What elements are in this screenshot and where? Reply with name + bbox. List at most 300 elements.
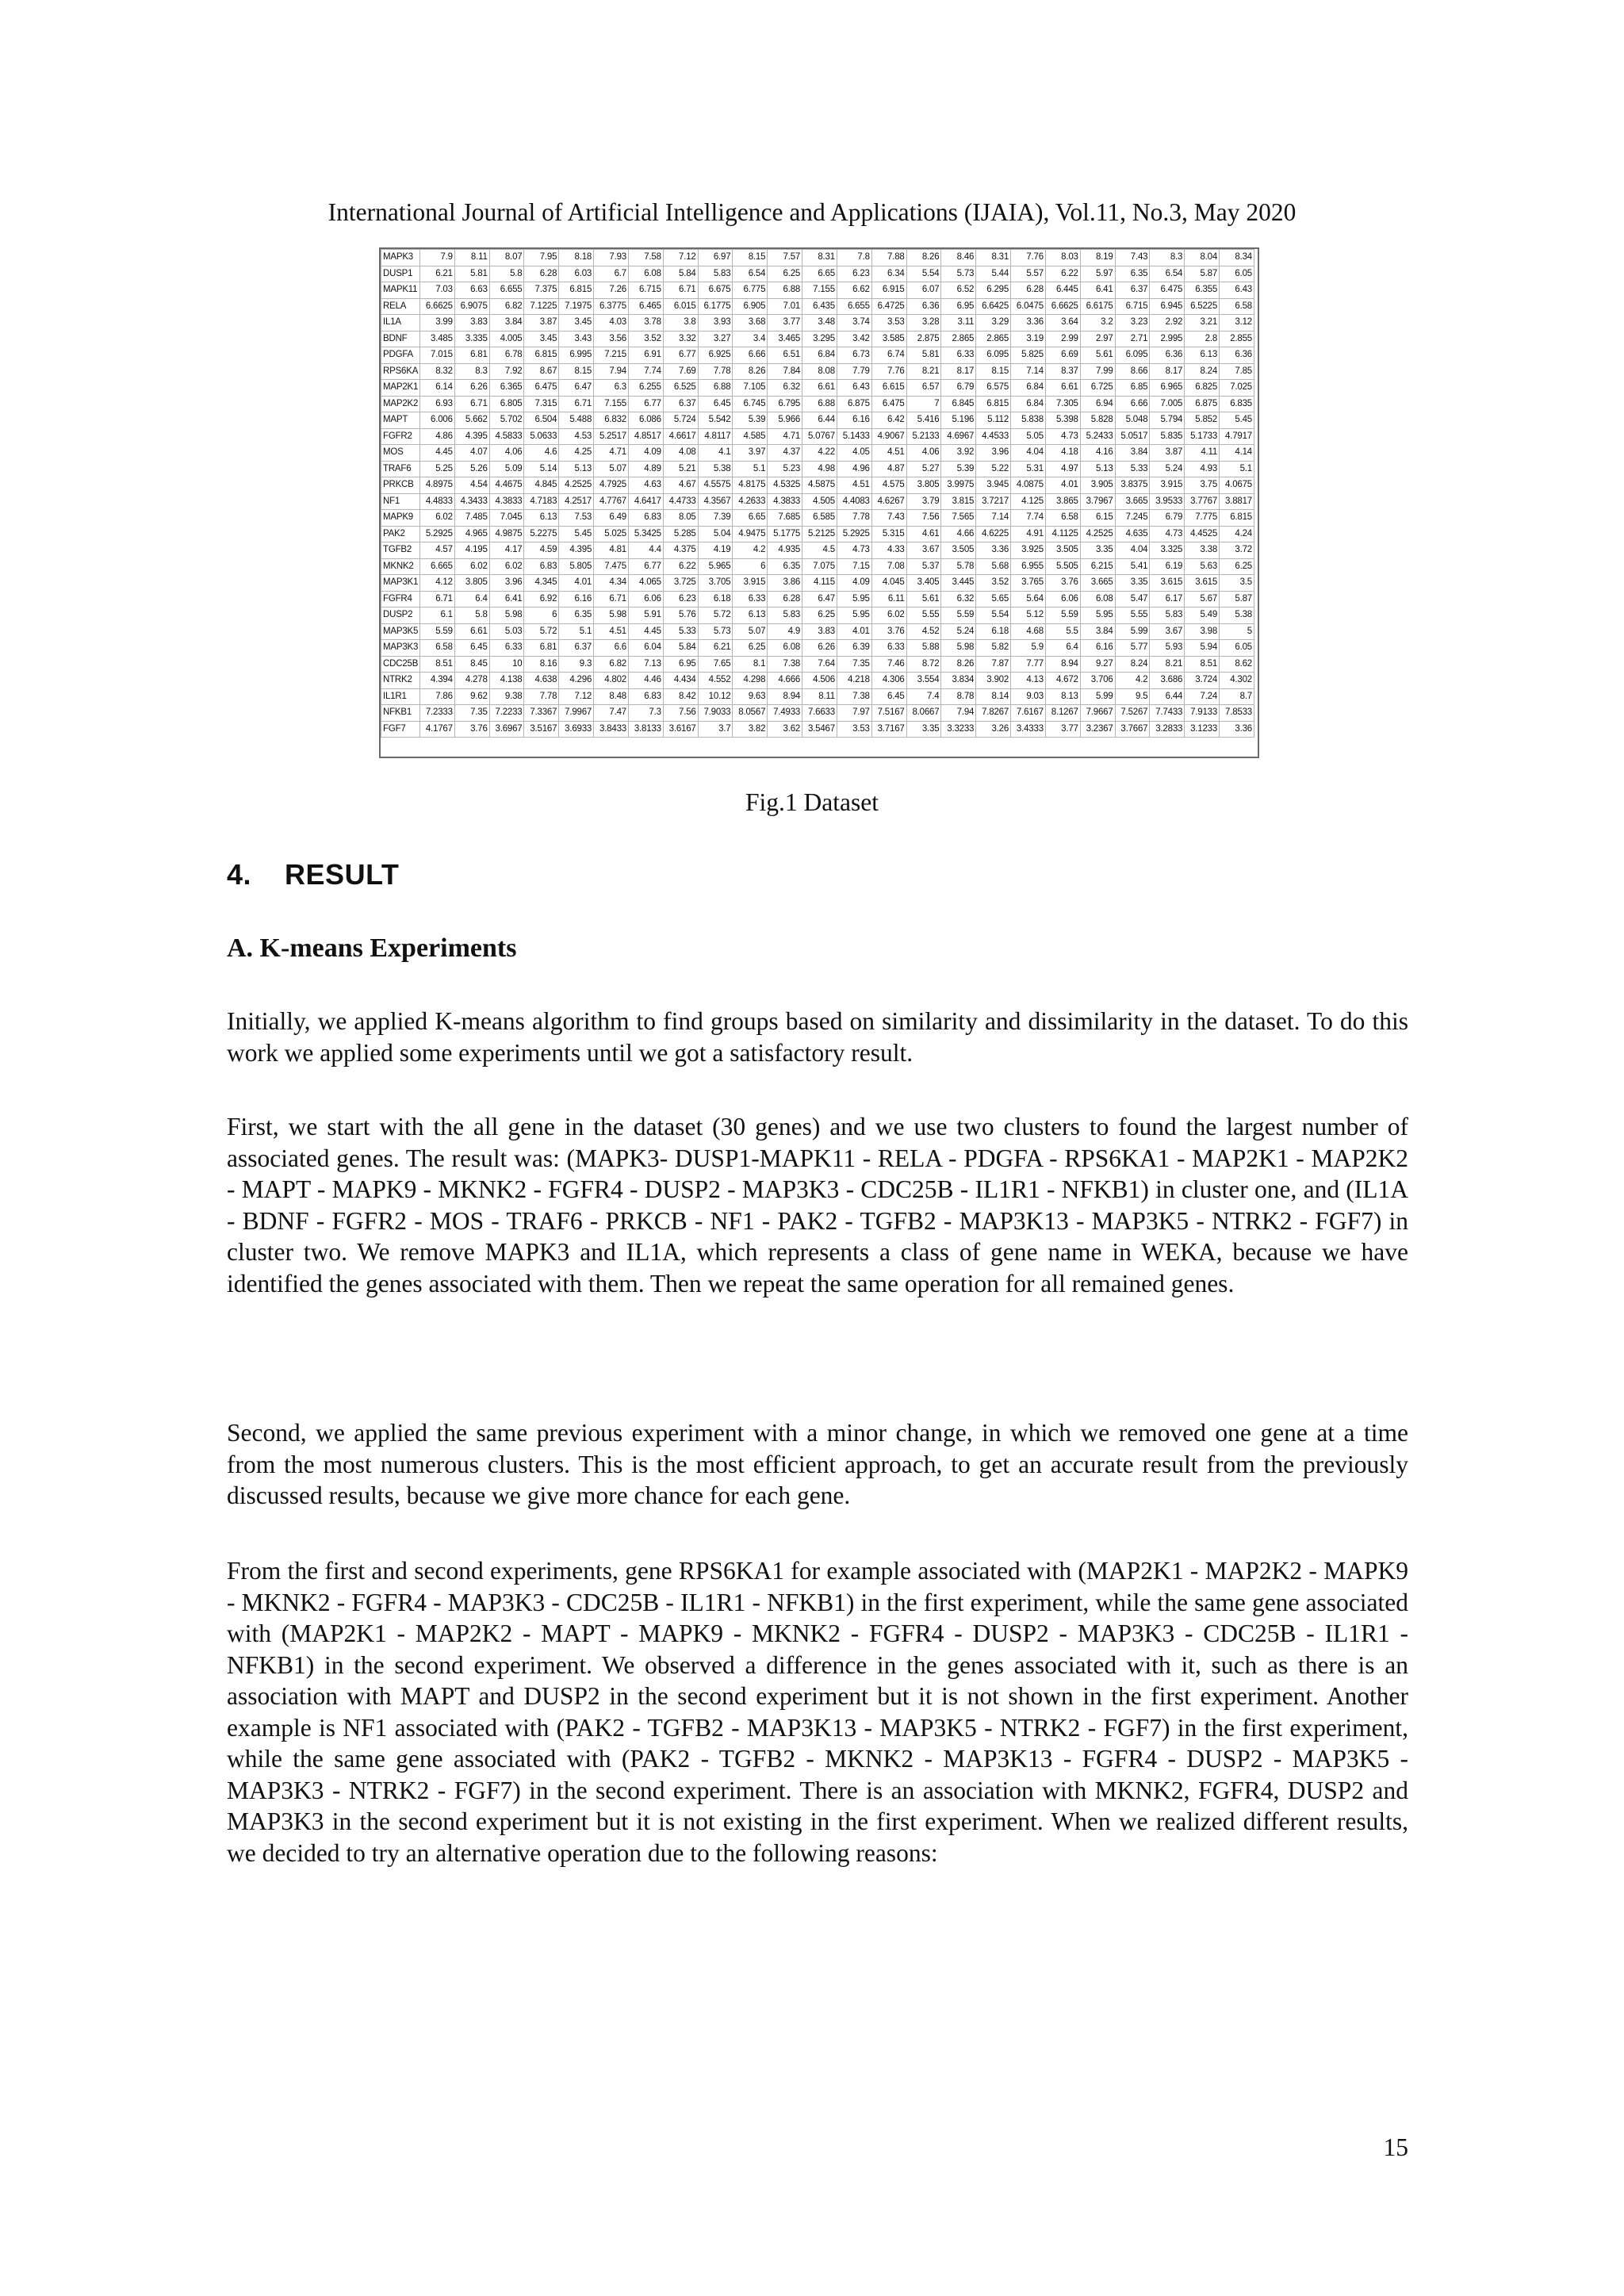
expression-value-cell: 4.4 [628, 542, 663, 559]
expression-value-cell: 6.82 [594, 656, 629, 673]
expression-value-cell: 4.302 [1220, 673, 1254, 689]
expression-value-cell: 6.28 [768, 591, 802, 608]
expression-value-cell: 7.14 [1011, 363, 1046, 380]
expression-value-cell: 5.488 [559, 412, 594, 429]
expression-value-cell: 3.84 [489, 315, 524, 332]
expression-value-cell: 4.2633 [733, 493, 768, 510]
expression-value-cell: 4.4083 [837, 493, 871, 510]
table-row [381, 656, 1254, 673]
expression-value-cell: 7.79 [837, 363, 871, 380]
expression-value-cell: 6.66 [733, 347, 768, 364]
expression-value-cell: 6.4 [454, 591, 489, 608]
table-row [381, 640, 1254, 657]
expression-value-cell: 4.845 [524, 477, 559, 494]
expression-value-cell: 4.11 [1185, 445, 1220, 462]
expression-value-cell: 3.445 [941, 575, 976, 592]
gene-name-cell: BDNF [381, 331, 420, 347]
gene-name-cell: PAK2 [381, 526, 420, 542]
expression-value-cell: 6.9075 [454, 298, 489, 315]
gene-name-cell: MAP3K5 [381, 623, 420, 640]
expression-value-cell: 6.21 [420, 266, 455, 282]
expression-value-cell: 6.69 [1045, 347, 1080, 364]
expression-value-cell: 4.09 [628, 445, 663, 462]
expression-value-cell: 3.32 [663, 331, 698, 347]
expression-value-cell: 3.45 [524, 331, 559, 347]
expression-value-cell: 3.87 [1150, 445, 1185, 462]
expression-value-cell: 3.4333 [1011, 721, 1046, 738]
expression-value-cell: 5.03 [489, 623, 524, 640]
expression-value-cell: 3.77 [768, 315, 802, 332]
expression-value-cell: 3.3233 [941, 721, 976, 738]
expression-value-cell: 3.82 [733, 721, 768, 738]
expression-value-cell: 6.26 [802, 640, 837, 657]
expression-value-cell: 4.065 [628, 575, 663, 592]
expression-value-cell: 3.6167 [663, 721, 698, 738]
expression-value-cell: 8.17 [1150, 363, 1185, 380]
expression-value-cell: 4.16 [1080, 445, 1115, 462]
expression-value-cell: 6.795 [768, 396, 802, 412]
section-title: RESULT [285, 858, 400, 891]
expression-value-cell: 4.115 [802, 575, 837, 592]
expression-value-cell: 6.88 [768, 282, 802, 299]
expression-value-cell: 5.196 [941, 412, 976, 429]
expression-value-cell: 5.57 [1011, 266, 1046, 282]
expression-value-cell: 4.045 [871, 575, 906, 592]
gene-name-cell: TGFB2 [381, 542, 420, 559]
expression-value-cell: 6.39 [837, 640, 871, 657]
expression-value-cell: 6.94 [1080, 396, 1115, 412]
expression-value-cell: 7.375 [524, 282, 559, 299]
expression-value-cell: 6.71 [663, 282, 698, 299]
expression-value-cell: 6.82 [489, 298, 524, 315]
expression-value-cell: 4.73 [837, 542, 871, 559]
expression-value-cell: 6.54 [733, 266, 768, 282]
expression-value-cell: 7.13 [628, 656, 663, 673]
expression-value-cell: 3.6933 [559, 721, 594, 738]
expression-value-cell: 3.68 [733, 315, 768, 332]
expression-value-cell: 3.87 [524, 315, 559, 332]
expression-value-cell: 6.26 [454, 380, 489, 397]
expression-value-cell: 3.295 [802, 331, 837, 347]
expression-value-cell: 5.1 [559, 623, 594, 640]
table-row [381, 608, 1254, 624]
expression-value-cell: 7.35 [837, 656, 871, 673]
expression-value-cell: 6.6625 [420, 298, 455, 315]
expression-value-cell: 8.62 [1220, 656, 1254, 673]
expression-value-cell: 6.77 [628, 558, 663, 575]
gene-name-cell: MAP2K1 [381, 380, 420, 397]
expression-value-cell: 8.3 [1150, 250, 1185, 266]
expression-value-cell: 6.28 [524, 266, 559, 282]
gene-name-cell: MAPK3 [381, 250, 420, 266]
expression-value-cell: 2.99 [1045, 331, 1080, 347]
expression-value-cell: 3.48 [802, 315, 837, 332]
expression-value-cell: 8.13 [1045, 688, 1080, 705]
expression-value-cell: 3.38 [1185, 542, 1220, 559]
expression-value-cell: 5.97 [1080, 266, 1115, 282]
expression-value-cell: 4.04 [1011, 445, 1046, 462]
expression-value-cell: 5.25 [420, 461, 455, 477]
expression-value-cell: 8.15 [976, 363, 1011, 380]
expression-value-cell: 8.0667 [906, 705, 941, 722]
table-row [381, 298, 1254, 315]
expression-value-cell: 4.05 [837, 445, 871, 462]
expression-value-cell: 6.79 [941, 380, 976, 397]
expression-value-cell: 5.1775 [768, 526, 802, 542]
expression-value-cell: 6.51 [768, 347, 802, 364]
expression-value-cell: 5.1 [1220, 461, 1254, 477]
expression-value-cell: 4.2 [733, 542, 768, 559]
expression-value-cell: 7.155 [802, 282, 837, 299]
expression-value-cell: 4.4733 [663, 493, 698, 510]
table-row [381, 477, 1254, 494]
expression-value-cell: 6.6 [594, 640, 629, 657]
expression-value-cell: 6.58 [420, 640, 455, 657]
expression-value-cell: 4.25 [559, 445, 594, 462]
table-row [381, 510, 1254, 527]
expression-value-cell: 6.18 [976, 623, 1011, 640]
expression-value-cell: 5.505 [1045, 558, 1080, 575]
expression-value-cell: 8.31 [802, 250, 837, 266]
expression-value-cell: 3.834 [941, 673, 976, 689]
expression-value-cell: 5.0767 [802, 428, 837, 445]
expression-value-cell: 8.19 [1080, 250, 1115, 266]
expression-value-cell: 3.815 [941, 493, 976, 510]
expression-value-cell: 6.71 [594, 591, 629, 608]
expression-value-cell: 4.2525 [559, 477, 594, 494]
expression-value-cell: 6.43 [1220, 282, 1254, 299]
expression-value-cell: 6.28 [1011, 282, 1046, 299]
expression-value-cell: 3.765 [1011, 575, 1046, 592]
expression-value-cell: 6.35 [1115, 266, 1150, 282]
expression-value-cell: 4.17 [489, 542, 524, 559]
expression-value-cell: 3.56 [594, 331, 629, 347]
expression-value-cell: 4.666 [768, 673, 802, 689]
expression-value-cell: 7.76 [1011, 250, 1046, 266]
expression-value-cell: 6.33 [941, 347, 976, 364]
expression-value-cell: 6.475 [1150, 282, 1185, 299]
table-row [381, 250, 1254, 266]
gene-name-cell: NTRK2 [381, 673, 420, 689]
expression-value-cell: 4.552 [698, 673, 733, 689]
expression-value-cell: 3.915 [733, 575, 768, 592]
expression-value-cell: 6.815 [524, 347, 559, 364]
journal-header: International Journal of Artificial Intelligence and Applications (IJAIA), Vol.11, No.3, May 2020 [327, 198, 1297, 226]
expression-value-cell: 6.25 [802, 608, 837, 624]
expression-value-cell: 6.03 [559, 266, 594, 282]
expression-value-cell: 6.875 [837, 396, 871, 412]
expression-value-cell: 8.11 [454, 250, 489, 266]
expression-value-cell: 5.3425 [628, 526, 663, 542]
expression-value-cell: 6.095 [1115, 347, 1150, 364]
expression-value-cell: 4.2525 [1080, 526, 1115, 542]
expression-value-cell: 7.35 [454, 705, 489, 722]
expression-value-cell: 5.98 [594, 608, 629, 624]
expression-value-cell: 5.805 [559, 558, 594, 575]
expression-value-cell: 5.99 [1115, 623, 1150, 640]
expression-value-cell: 5.65 [976, 591, 1011, 608]
expression-value-cell: 8.94 [1045, 656, 1080, 673]
expression-value-cell: 4.12 [420, 575, 455, 592]
expression-value-cell: 4.73 [1045, 428, 1080, 445]
expression-value-cell: 6.33 [489, 640, 524, 657]
expression-value-cell: 4.298 [733, 673, 768, 689]
expression-value-cell: 3.52 [628, 331, 663, 347]
expression-value-cell: 7 [906, 396, 941, 412]
gene-name-cell: NF1 [381, 493, 420, 510]
expression-value-cell: 7.08 [871, 558, 906, 575]
expression-value-cell: 7.3367 [524, 705, 559, 722]
expression-value-cell: 10 [489, 656, 524, 673]
expression-value-cell: 6.16 [837, 412, 871, 429]
table-row [381, 315, 1254, 332]
expression-value-cell: 4.91 [1011, 526, 1046, 542]
expression-value-cell: 4.0675 [1220, 477, 1254, 494]
expression-value-cell: 7.93 [594, 250, 629, 266]
expression-value-cell: 6.44 [802, 412, 837, 429]
expression-value-cell: 2.97 [1080, 331, 1115, 347]
expression-value-cell: 6.81 [524, 640, 559, 657]
expression-value-cell: 3.36 [1220, 721, 1254, 738]
expression-value-cell: 6.805 [489, 396, 524, 412]
expression-value-cell: 4.6225 [976, 526, 1011, 542]
expression-value-cell: 7.99 [1080, 363, 1115, 380]
expression-value-cell: 7.245 [1115, 510, 1150, 527]
expression-value-cell: 4.06 [489, 445, 524, 462]
expression-value-cell: 7.6167 [1011, 705, 1046, 722]
expression-value-cell: 7.8267 [976, 705, 1011, 722]
expression-value-cell: 7.65 [698, 656, 733, 673]
expression-value-cell: 6.575 [976, 380, 1011, 397]
expression-value-cell: 6.18 [698, 591, 733, 608]
expression-value-cell: 2.865 [941, 331, 976, 347]
expression-value-cell: 5.542 [698, 412, 733, 429]
expression-value-cell: 3.405 [906, 575, 941, 592]
expression-value-cell: 4.4675 [489, 477, 524, 494]
expression-value-cell: 5.95 [837, 608, 871, 624]
expression-value-cell: 4.434 [663, 673, 698, 689]
expression-value-cell: 3.325 [1150, 542, 1185, 559]
expression-value-cell: 7.155 [594, 396, 629, 412]
expression-value-cell: 7.025 [1220, 380, 1254, 397]
expression-value-cell: 4.394 [420, 673, 455, 689]
expression-value-cell: 7.005 [1150, 396, 1185, 412]
expression-value-cell: 8.46 [941, 250, 976, 266]
table-row [381, 282, 1254, 299]
expression-value-cell: 3.43 [559, 331, 594, 347]
expression-value-cell: 6.58 [1220, 298, 1254, 315]
expression-value-cell: 3.11 [941, 315, 976, 332]
gene-name-cell: PRKCB [381, 477, 420, 494]
expression-value-cell: 8.05 [663, 510, 698, 527]
expression-value-cell: 8.18 [559, 250, 594, 266]
expression-value-cell: 4.6967 [941, 428, 976, 445]
expression-value-cell: 6.0475 [1011, 298, 1046, 315]
expression-value-cell: 8.7 [1220, 688, 1254, 705]
expression-value-cell: 5.84 [663, 640, 698, 657]
table-row [381, 688, 1254, 705]
expression-value-cell: 4.5575 [698, 477, 733, 494]
expression-value-cell: 5.59 [420, 623, 455, 640]
expression-value-cell: 5.828 [1080, 412, 1115, 429]
expression-value-cell: 3.925 [1011, 542, 1046, 559]
expression-value-cell: 8.21 [906, 363, 941, 380]
gene-name-cell: MAP3K3 [381, 640, 420, 657]
expression-value-cell: 5.2433 [1080, 428, 1115, 445]
expression-value-cell: 7.84 [768, 363, 802, 380]
expression-value-cell: 3.5467 [802, 721, 837, 738]
expression-value-cell: 3.665 [1080, 575, 1115, 592]
expression-value-cell: 6.77 [663, 347, 698, 364]
expression-value-cell: 3.67 [1150, 623, 1185, 640]
expression-value-cell: 6.1775 [698, 298, 733, 315]
expression-value-cell: 7.475 [594, 558, 629, 575]
expression-value-cell: 5.33 [1115, 461, 1150, 477]
expression-value-cell: 5.27 [906, 461, 941, 477]
expression-value-cell: 6.815 [559, 282, 594, 299]
expression-value-cell: 9.27 [1080, 656, 1115, 673]
expression-value-cell: 9.03 [1011, 688, 1046, 705]
expression-value-cell: 7.43 [871, 510, 906, 527]
expression-value-cell: 5.67 [1185, 591, 1220, 608]
expression-value-cell: 4.218 [837, 673, 871, 689]
expression-value-cell: 6.655 [489, 282, 524, 299]
table-row [381, 445, 1254, 462]
expression-value-cell: 4.4833 [420, 493, 455, 510]
expression-value-cell: 5.95 [837, 591, 871, 608]
expression-value-cell: 2.875 [906, 331, 941, 347]
expression-value-cell: 6.7 [594, 266, 629, 282]
expression-value-cell: 6.84 [1011, 396, 1046, 412]
expression-value-cell: 6.445 [1045, 282, 1080, 299]
expression-value-cell: 3.42 [837, 331, 871, 347]
expression-value-cell: 7.12 [559, 688, 594, 705]
expression-value-cell: 5.07 [733, 623, 768, 640]
expression-value-cell: 5.31 [1011, 461, 1046, 477]
expression-value-cell: 3.485 [420, 331, 455, 347]
expression-value-cell: 7.58 [628, 250, 663, 266]
expression-value-cell: 6.365 [489, 380, 524, 397]
expression-value-cell: 5.838 [1011, 412, 1046, 429]
table-row [381, 705, 1254, 722]
expression-value-cell: 4.68 [1011, 623, 1046, 640]
expression-value-cell: 6.945 [1150, 298, 1185, 315]
expression-value-cell: 7.24 [1185, 688, 1220, 705]
expression-value-cell: 6.525 [663, 380, 698, 397]
expression-value-cell: 5.702 [489, 412, 524, 429]
expression-value-cell: 5.23 [768, 461, 802, 477]
expression-value-cell: 6.615 [871, 380, 906, 397]
expression-value-cell: 6.02 [420, 510, 455, 527]
expression-value-cell: 5.33 [663, 623, 698, 640]
expression-value-cell: 8.16 [524, 656, 559, 673]
expression-value-cell: 6.37 [663, 396, 698, 412]
expression-value-cell: 6.66 [1115, 396, 1150, 412]
expression-value-cell: 6.61 [454, 623, 489, 640]
expression-value-cell: 3.805 [454, 575, 489, 592]
expression-value-cell: 7.94 [594, 363, 629, 380]
expression-value-cell: 4.61 [906, 526, 941, 542]
expression-value-cell: 7.57 [768, 250, 802, 266]
expression-value-cell: 6.15 [1080, 510, 1115, 527]
expression-value-cell: 3.5 [1220, 575, 1254, 592]
expression-value-cell: 6.825 [1185, 380, 1220, 397]
table-row [381, 363, 1254, 380]
expression-value-cell: 8.26 [733, 363, 768, 380]
expression-value-cell: 4.8175 [733, 477, 768, 494]
expression-value-cell: 3.72 [1220, 542, 1254, 559]
expression-value-cell: 8.14 [976, 688, 1011, 705]
expression-value-cell: 3.7217 [976, 493, 1011, 510]
expression-value-cell: 3.585 [871, 331, 906, 347]
expression-value-cell: 6.295 [976, 282, 1011, 299]
expression-value-cell: 7.01 [768, 298, 802, 315]
expression-value-cell: 4.345 [524, 575, 559, 592]
expression-value-cell: 7.1225 [524, 298, 559, 315]
expression-value-cell: 7.94 [941, 705, 976, 722]
expression-value-cell: 6.015 [663, 298, 698, 315]
expression-value-cell: 5.38 [698, 461, 733, 477]
expression-value-cell: 6.4725 [871, 298, 906, 315]
expression-value-cell: 4.51 [837, 477, 871, 494]
expression-value-cell: 4.802 [594, 673, 629, 689]
expression-value-cell: 5.55 [906, 608, 941, 624]
expression-value-cell: 6.725 [1080, 380, 1115, 397]
expression-value-cell: 5.59 [1045, 608, 1080, 624]
expression-value-cell: 8.78 [941, 688, 976, 705]
expression-value-cell: 3.905 [1080, 477, 1115, 494]
expression-value-cell: 4.04 [1115, 542, 1150, 559]
expression-value-cell: 6.585 [802, 510, 837, 527]
expression-value-cell: 4.22 [802, 445, 837, 462]
expression-value-cell: 7.03 [420, 282, 455, 299]
expression-value-cell: 4.81 [594, 542, 629, 559]
expression-value-cell: 8.24 [1115, 656, 1150, 673]
expression-value-cell: 4.8117 [698, 428, 733, 445]
expression-value-cell: 6.955 [1011, 558, 1046, 575]
expression-value-cell: 6.905 [733, 298, 768, 315]
expression-value-cell: 5.93 [1150, 640, 1185, 657]
expression-value-cell: 5.98 [489, 608, 524, 624]
expression-value-cell: 6.02 [871, 608, 906, 624]
expression-value-cell: 6.95 [941, 298, 976, 315]
expression-value-cell: 8.26 [906, 250, 941, 266]
expression-value-cell: 5.24 [1150, 461, 1185, 477]
expression-value-cell: 5.0517 [1115, 428, 1150, 445]
expression-value-cell: 3.4 [733, 331, 768, 347]
expression-value-cell: 3.78 [628, 315, 663, 332]
expression-value-cell: 3.75 [1185, 477, 1220, 494]
expression-value-cell: 7.15 [837, 558, 871, 575]
expression-value-cell: 4.6417 [628, 493, 663, 510]
expression-value-cell: 4.13 [1011, 673, 1046, 689]
expression-value-cell: 6.05 [1220, 266, 1254, 282]
expression-value-cell: 6.675 [698, 282, 733, 299]
table-row [381, 542, 1254, 559]
expression-value-cell: 7.26 [594, 282, 629, 299]
expression-value-cell: 5.81 [906, 347, 941, 364]
expression-value-cell: 5.54 [906, 266, 941, 282]
gene-name-cell: RELA [381, 298, 420, 315]
expression-value-cell: 5.61 [1080, 347, 1115, 364]
expression-value-cell: 4.195 [454, 542, 489, 559]
expression-value-cell: 4.51 [871, 445, 906, 462]
section-number: 4. [227, 858, 252, 891]
expression-value-cell: 7.1975 [559, 298, 594, 315]
expression-value-cell: 7.9967 [559, 705, 594, 722]
expression-value-cell: 6.22 [663, 558, 698, 575]
expression-value-cell: 5.99 [1080, 688, 1115, 705]
